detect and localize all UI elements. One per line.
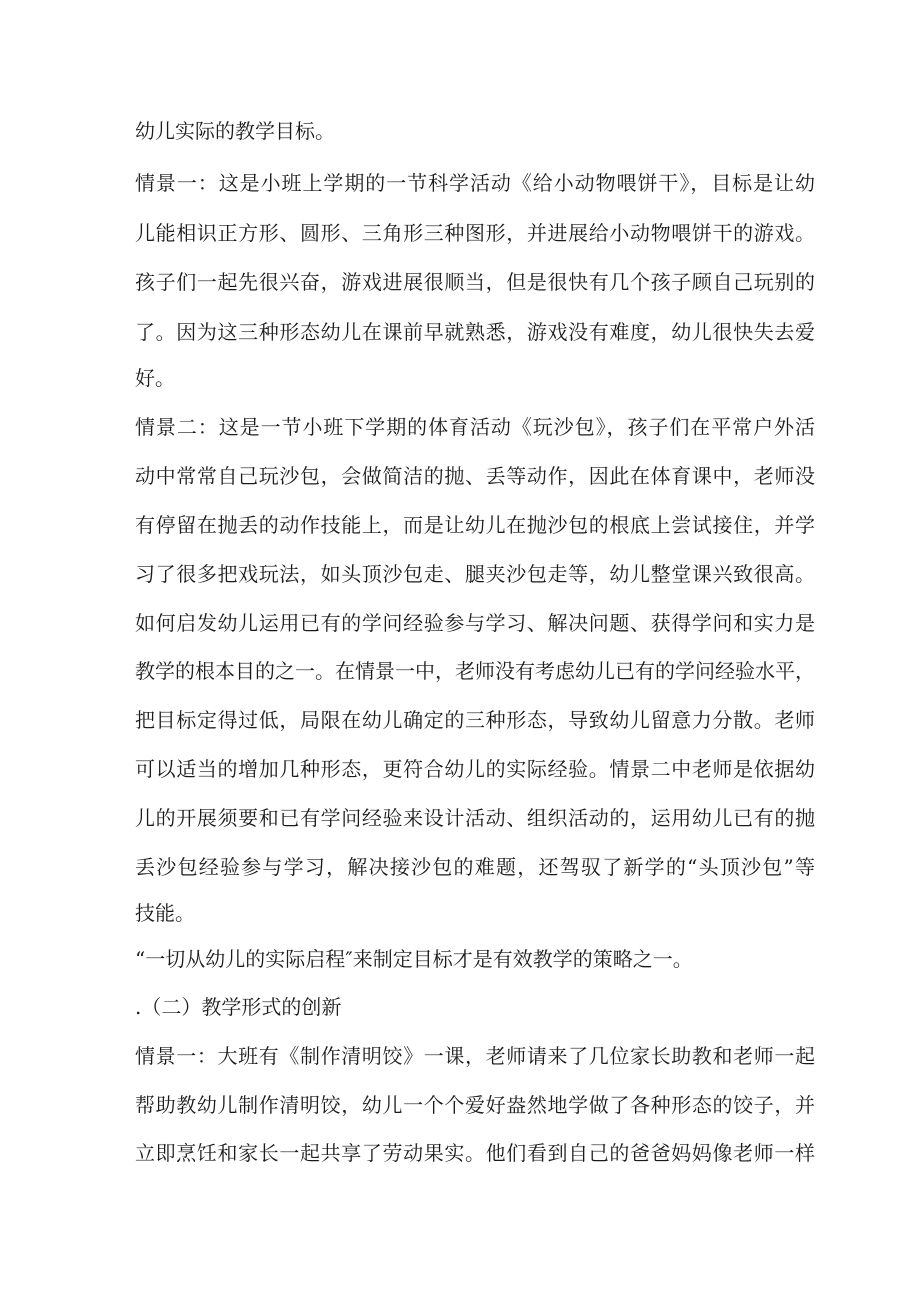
text-line: 儿的开展须要和已有学问经验来设计活动、组织活动的，运用幼儿已有的抛: [135, 806, 815, 830]
text-line: 儿能相识正方形、圆形、三角形三种图形，并进展给小动物喂饼干的游戏。: [135, 221, 815, 245]
text-line: 可以适当的增加几种形态，更符合幼儿的实际经验。情景二中老师是依据幼: [135, 757, 815, 781]
text-line: 习了很多把戏玩法，如头顶沙包走、腿夹沙包走等，幼儿整堂课兴致很高。: [135, 562, 815, 586]
section-heading: .（二）教学形式的创新: [135, 995, 342, 1019]
text-line: 教学的根本目的之一。在情景一中，老师没有考虑幼儿已有的学问经验水平，: [135, 659, 815, 683]
text-line: 帮助教幼儿制作清明饺，幼儿一个个爱好盎然地学做了各种形态的饺子，并: [135, 1093, 815, 1117]
text-line: 了。因为这三种形态幼儿在课前早就熟悉，游戏没有难度，幼儿很快失去爱: [135, 320, 815, 344]
text-line: 立即烹饪和家长一起共享了劳动果实。他们看到自己的爸爸妈妈像老师一样: [135, 1141, 815, 1165]
text-line: 技能。: [135, 901, 195, 925]
text-line: 好。: [135, 366, 175, 390]
text-line: 丢沙包经验参与学习，解决接沙包的难题，还驾驭了新学的“头顶沙包”等: [135, 855, 815, 879]
text-line: 把目标定得过低，局限在幼儿确定的三种形态，导致幼儿留意力分散。老师: [135, 708, 815, 732]
text-line: 孩子们一起先很兴奋，游戏进展很顺当，但是很快有几个孩子顾自己玩别的: [135, 270, 815, 294]
text-line: 如何启发幼儿运用已有的学问经验参与学习、解决问题、获得学问和实力是: [135, 611, 815, 635]
text-line: 有停留在抛丢的动作技能上，而是让幼儿在抛沙包的根底上尝试接住，并学: [135, 513, 815, 537]
text-line: 情景一：这是小班上学期的一节科学活动《给小动物喂饼干》，目标是让幼: [135, 171, 815, 195]
text-line: 情景一：大班有《制作清明饺》一课，老师请来了几位家长助教和老师一起: [135, 1044, 815, 1068]
text-line: “一切从幼儿的实际启程″来制定目标才是有效教学的策略之一。: [135, 947, 693, 971]
text-line: 情景二：这是一节小班下学期的体育活动《玩沙包》，孩子们在平常户外活: [135, 415, 815, 439]
text-line: 动中常常自己玩沙包，会做简洁的抛、丢等动作，因此在体育课中，老师没: [135, 464, 815, 488]
text-line: 幼儿实际的教学目标。: [135, 119, 335, 143]
